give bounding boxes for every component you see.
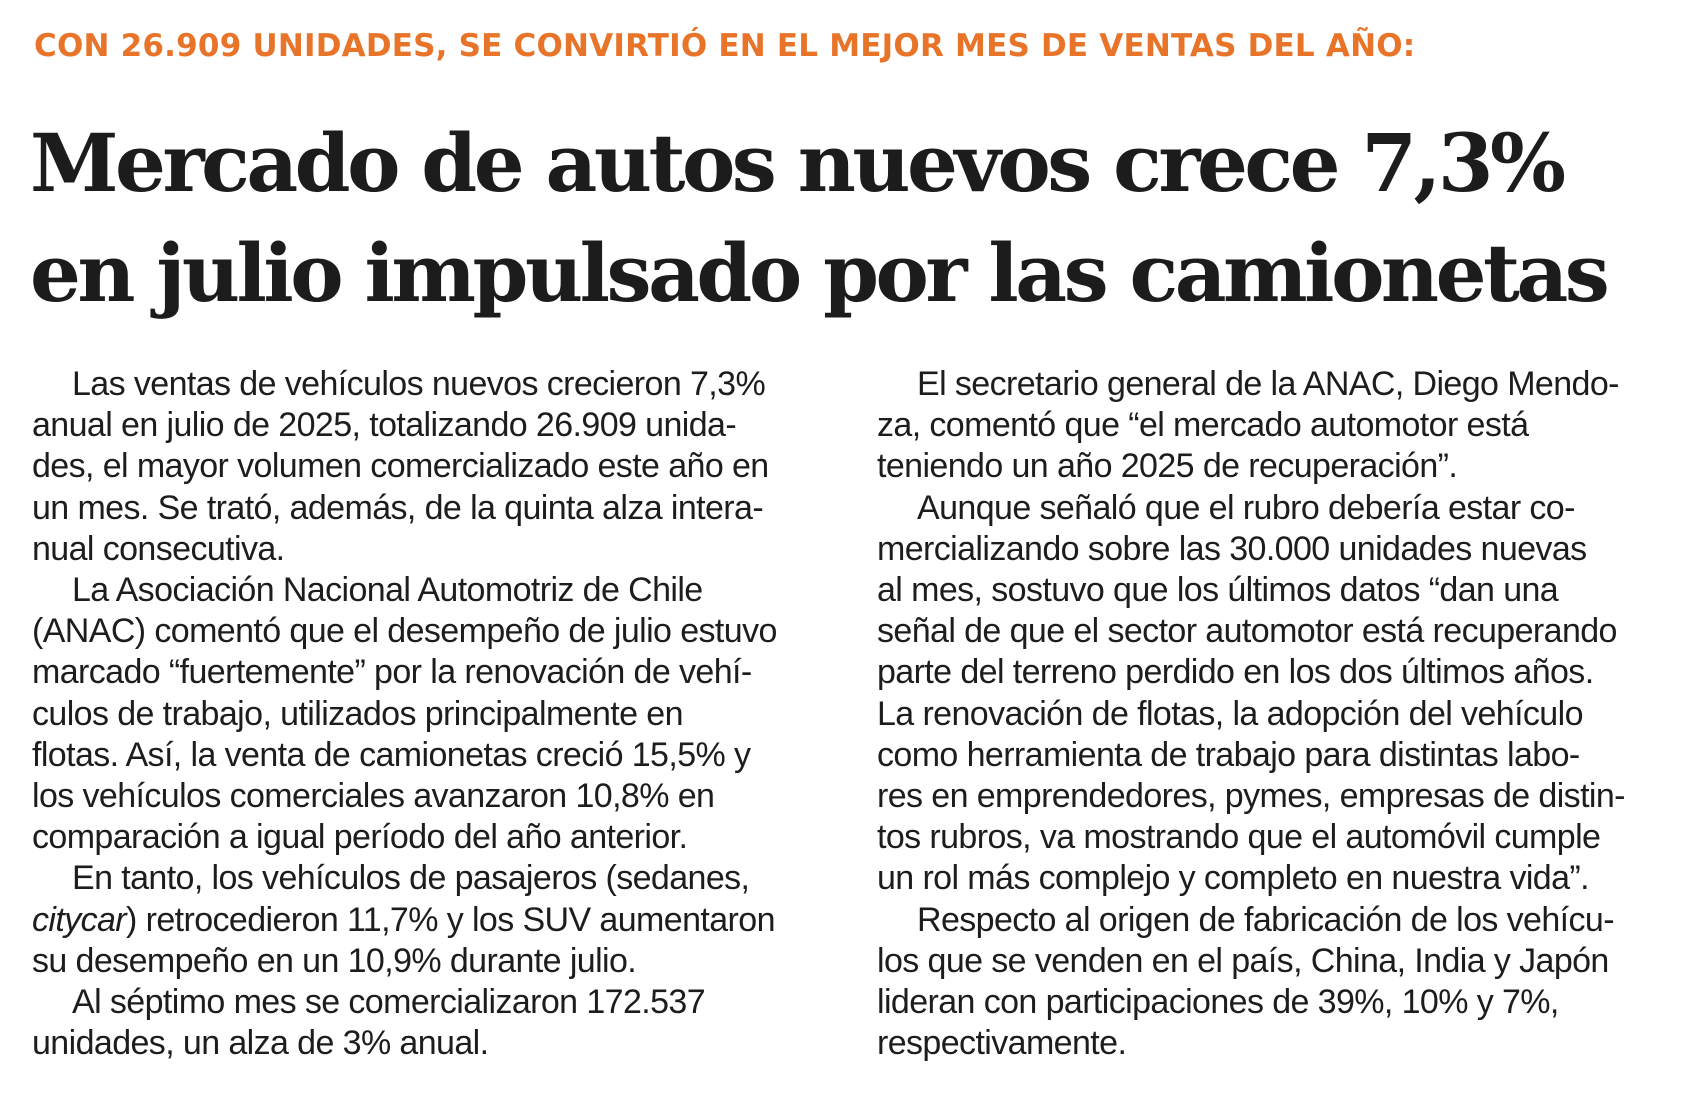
headline-line: en julio impulsado por las camionetas (30, 226, 1607, 320)
text-line: Las ventas de vehículos nuevos crecieron 7,3% (72, 365, 766, 403)
text-line: marcado “fuertemente” por la renovación de vehí- (32, 653, 752, 692)
article-kicker: CON 26.909 UNIDADES, SE CONVIRTIÓ EN EL MEJOR MES DE VENTAS DEL AÑO: (34, 28, 1416, 64)
text-line: teniendo un año 2025 de recuperación”. (877, 447, 1458, 486)
text-line: En tanto, los vehículos de pasajeros (sedanes, (72, 859, 750, 898)
paragraph (32, 858, 837, 982)
text-line: parte del terreno perdido en los dos últimos años. (877, 653, 1594, 692)
text-line: respectivamente. (877, 1024, 1127, 1063)
text-line: Respecto al origen de fabricación de los vehícu- (917, 900, 1614, 939)
text-line: nual consecutiva. (32, 529, 285, 568)
text-line: tos rubros, va mostrando que el automóvil cumple (877, 818, 1601, 857)
text-line: (ANAC) comentó que el desempeño de julio estuvo (32, 612, 777, 651)
text-line: flotas. Así, la venta de camionetas creció 15,5% y (32, 735, 751, 774)
text-line: El secretario general de la ANAC, Diego Mendo- (917, 365, 1619, 403)
paragraph (877, 900, 1682, 1065)
text-line: señal de que el sector automotor está recuperando (877, 612, 1617, 651)
text-line: anual en julio de 2025, totalizando 26.909 unida- (32, 406, 737, 445)
text-line: al mes, sostuvo que los últimos datos “dan una (877, 571, 1559, 610)
text-line: los vehículos comerciales avanzaron 10,8% en (32, 777, 715, 816)
text-fragment: ) retrocedieron 11,7% y los SUV aumentaron (126, 900, 775, 939)
text-line: su desempeño en un 10,9% durante julio. (32, 941, 637, 980)
text-line: Aunque señaló que el rubro debería estar co- (917, 488, 1575, 527)
headline-line: Mercado de autos nuevos crece 7,3% (30, 116, 1563, 210)
text-line: comparación a igual período del año anterior. (32, 818, 688, 857)
paragraph (877, 364, 1682, 488)
text-line: mercializando sobre las 30.000 unidades nuevas (877, 529, 1587, 568)
right-column (877, 364, 1682, 1064)
text-line: un mes. Se trató, además, de la quinta alza intera- (32, 488, 764, 527)
text-line: como herramienta de trabajo para distintas labo- (877, 735, 1580, 774)
italic-term: citycar (32, 900, 127, 939)
paragraph (877, 488, 1682, 900)
text-line: res en emprendedores, pymes, empresas de distin- (877, 777, 1625, 816)
text-line: La renovación de flotas, la adopción del vehículo (877, 694, 1583, 733)
left-column (32, 364, 837, 1064)
text-line: La Asociación Nacional Automotriz de Chile (72, 571, 703, 610)
text-line: un rol más complejo y completo en nuestra vida”. (877, 859, 1589, 898)
text-line: Al séptimo mes se comercializaron 172.537 (72, 983, 706, 1022)
paragraph (32, 982, 837, 1064)
text-line (32, 900, 837, 941)
text-line: culos de trabajo, utilizados principalmente en (32, 694, 683, 733)
text-line: des, el mayor volumen comercializado este año en (32, 447, 769, 486)
paragraph (32, 364, 837, 570)
paragraph (32, 570, 837, 858)
text-line: los que se venden en el país, China, India y Japón (877, 941, 1609, 980)
text-line: unidades, un alza de 3% anual. (32, 1024, 489, 1063)
article-headline (30, 108, 1680, 328)
text-line: za, comentó que “el mercado automotor está (877, 406, 1529, 445)
text-line: lideran con participaciones de 39%, 10% y 7%, (877, 983, 1559, 1022)
